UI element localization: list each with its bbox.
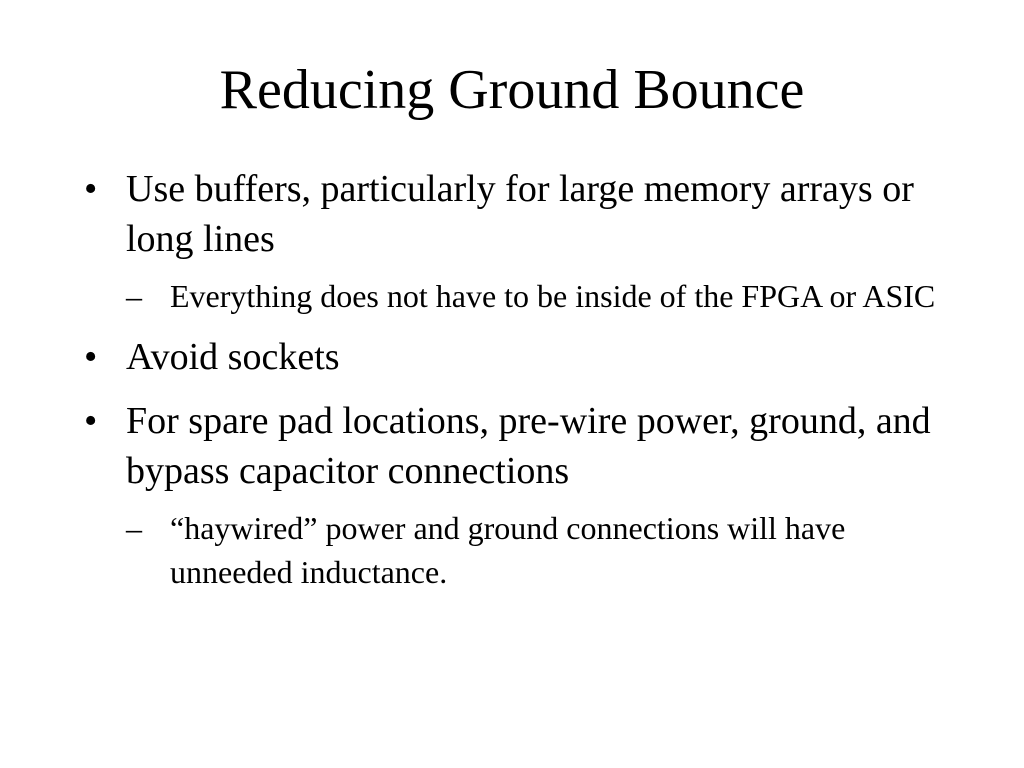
sub-bullet-item <box>126 506 964 594</box>
sub-bullet-text: Everything does not have to be inside of the FPGA or ASIC <box>170 278 936 314</box>
bullet-marker: • <box>84 336 98 378</box>
bullet-list <box>84 164 964 608</box>
sub-bullet-marker: – <box>126 278 142 314</box>
bullet-marker: • <box>84 168 98 210</box>
slide-title: Reducing Ground Bounce <box>219 59 805 121</box>
bullet-marker: • <box>84 400 98 442</box>
bullet-text: Avoid sockets <box>126 336 340 378</box>
bullet-text: For spare pad locations, pre-wire power, ground, and bypass capacitor connections <box>126 400 931 492</box>
bullet-item <box>84 396 964 594</box>
sub-bullet-item <box>126 274 964 318</box>
sub-bullet-marker: – <box>126 510 142 546</box>
sub-bullet-text: “haywired” power and ground connections will have unneeded inductance. <box>170 510 846 590</box>
bullet-item <box>84 332 964 382</box>
bullet-item <box>84 164 964 318</box>
sub-bullet-list <box>126 274 964 318</box>
sub-bullet-list <box>126 506 964 594</box>
bullet-text: Use buffers, particularly for large memory arrays or long lines <box>126 168 914 260</box>
